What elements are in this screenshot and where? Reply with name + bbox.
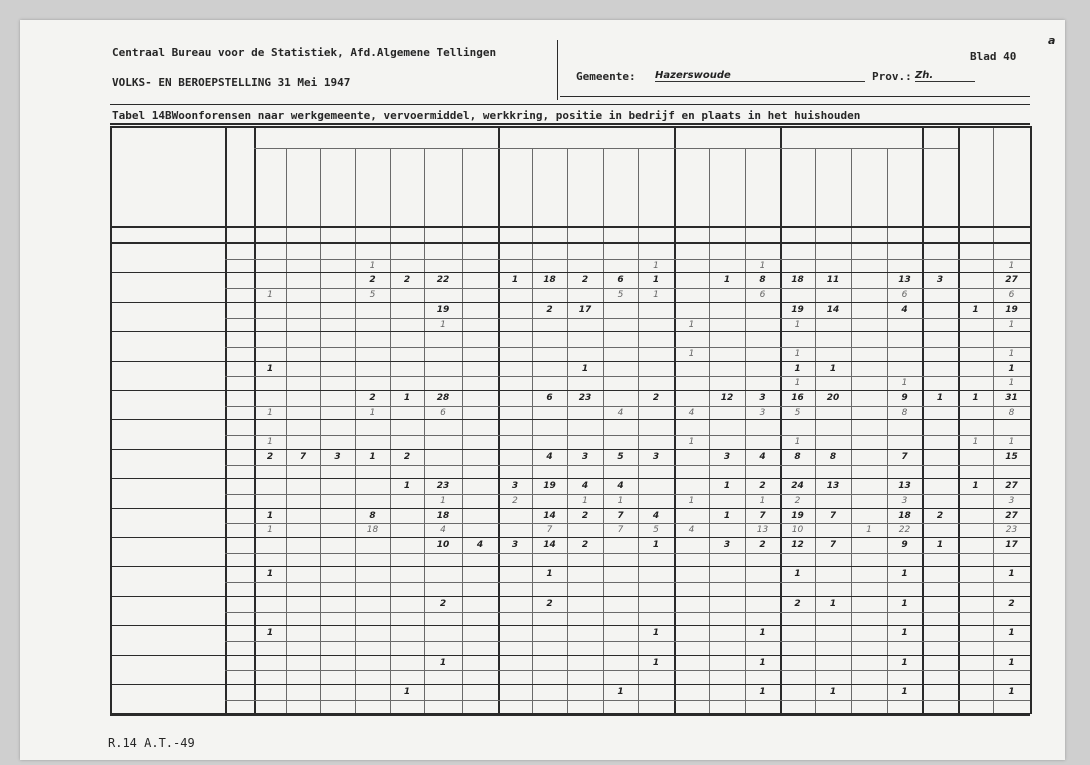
- table-cell: 1: [653, 290, 659, 301]
- column-rule: [709, 148, 710, 714]
- table-cell: 1: [267, 407, 273, 418]
- table-cell: 1: [266, 363, 274, 374]
- table-cell: 9: [901, 393, 908, 403]
- header-rule-bottom: [110, 226, 1030, 228]
- column-header-4: [289, 152, 317, 220]
- row-rule: [110, 478, 1030, 479]
- table-cell: 1: [794, 348, 801, 359]
- table-cell: 11: [826, 275, 840, 286]
- table-cell: 1: [723, 510, 731, 521]
- table-cell: 1: [1008, 437, 1015, 448]
- table-cell: 1: [369, 260, 376, 271]
- column-header-20: [854, 152, 884, 220]
- column-header-17: [748, 152, 777, 220]
- table-cell: 1: [759, 260, 766, 271]
- table-cell: 14: [826, 304, 840, 315]
- table-cell: 2: [652, 393, 660, 403]
- table-cell: 9: [901, 540, 908, 550]
- row-mid-rule: [225, 670, 1030, 671]
- table-cell: 4: [546, 451, 553, 462]
- table-cell: 13: [826, 481, 840, 492]
- column-rule: [1030, 126, 1032, 714]
- header-rule-top: [110, 126, 1030, 128]
- table-cell: 1: [688, 348, 695, 359]
- table-cell: 8: [759, 275, 766, 286]
- table-cell: 28: [436, 393, 450, 403]
- table-cell: 1: [1008, 628, 1015, 639]
- table-cell: 13: [756, 525, 769, 536]
- column-header-10: [501, 152, 529, 220]
- table-cell: 8: [369, 510, 376, 521]
- table-cell: 7: [829, 510, 837, 521]
- table-cell: 3: [511, 540, 519, 550]
- row-mid-rule: [225, 435, 1030, 436]
- table-cell: 8: [901, 407, 908, 418]
- column-header-13: [606, 152, 635, 220]
- table-cell: 1: [759, 687, 766, 697]
- column-rule: [567, 148, 568, 714]
- table-cell: 22: [436, 275, 450, 286]
- column-header-11: [535, 152, 564, 220]
- table-cell: 2: [759, 481, 766, 492]
- table-cell: 6: [1008, 290, 1015, 301]
- table-cell: 2: [1008, 598, 1015, 609]
- table-cell: 16: [791, 393, 804, 403]
- table-cell: 23: [1005, 525, 1018, 536]
- column-rule: [424, 148, 425, 714]
- row-mid-rule: [225, 641, 1030, 642]
- table-cell: 12: [720, 393, 734, 403]
- table-cell: 1: [688, 319, 695, 330]
- table-cell: 4: [617, 407, 624, 418]
- table-cell: 1: [652, 275, 660, 286]
- column-header-9: [465, 152, 495, 220]
- table-cell: 1: [267, 437, 273, 448]
- number-rule: [110, 242, 1030, 244]
- row-mid-rule: [225, 465, 1030, 466]
- column-rule: [355, 148, 356, 714]
- table-cell: 7: [901, 451, 908, 462]
- table-cell: 2: [512, 495, 518, 506]
- column-rule: [320, 148, 321, 714]
- table-cell: 1: [267, 525, 273, 536]
- table-cell: 1: [439, 657, 447, 668]
- table-cell: 2: [794, 598, 801, 609]
- table-cell: 2: [581, 275, 589, 286]
- table-cell: 2: [403, 275, 411, 286]
- row-rule: [110, 272, 1030, 273]
- table-cell: 18: [436, 510, 450, 521]
- table-cell: 2: [759, 540, 766, 550]
- table-cell: 1: [901, 378, 908, 389]
- row-rule: [110, 684, 1030, 685]
- table-cell: 1: [936, 393, 944, 403]
- table-cell: 3: [759, 393, 766, 403]
- table-cell: 6: [440, 407, 446, 418]
- table-cell: 1: [901, 657, 908, 668]
- table-cell: 3: [652, 451, 660, 462]
- table-cell: 7: [829, 540, 837, 550]
- row-rule: [110, 361, 1030, 362]
- table-cell: 1: [1008, 348, 1015, 359]
- table-cell: 1: [794, 363, 801, 374]
- row-mid-rule: [225, 553, 1030, 554]
- table-cell: 4: [901, 304, 908, 315]
- column-rule: [390, 148, 391, 714]
- column-rule: [851, 148, 852, 714]
- table-cell: 14: [543, 510, 556, 521]
- row-rule: [110, 508, 1030, 509]
- column-header-19: [818, 152, 848, 220]
- table-cell: 1: [652, 657, 660, 668]
- table-cell: 3: [759, 407, 766, 418]
- table-cell: 6: [546, 393, 553, 403]
- table-cell: 1: [901, 598, 908, 609]
- table-cell: 6: [617, 275, 624, 286]
- form-code: R.14 A.T.-49: [108, 736, 195, 750]
- table-cell: 3: [581, 451, 589, 462]
- table-cell: 1: [266, 628, 274, 639]
- table-cell: 4: [617, 481, 624, 492]
- row-mid-rule: [225, 700, 1030, 701]
- table-cell: 17: [578, 304, 592, 315]
- table-cell: 3: [334, 451, 341, 462]
- table-cell: 1: [1008, 378, 1015, 389]
- row-rule: [110, 566, 1030, 567]
- row-mid-rule: [225, 318, 1030, 319]
- table-cell: 1: [403, 481, 411, 492]
- row-mid-rule: [225, 582, 1030, 583]
- table-cell: 23: [578, 393, 592, 403]
- row-mid-rule: [225, 406, 1030, 407]
- table-cell: 4: [688, 407, 695, 418]
- table-cell: 13: [898, 275, 911, 286]
- row-mid-rule: [225, 523, 1030, 524]
- table-cell: 23: [436, 481, 450, 492]
- gemeente-label: Gemeente:: [576, 70, 636, 83]
- row-rule: [110, 390, 1030, 391]
- table-cell: 1: [369, 407, 376, 418]
- table-cell: 1: [972, 304, 979, 315]
- table-cell: 1: [440, 495, 446, 506]
- table-cell: 3: [511, 481, 519, 492]
- table-cell: 19: [543, 481, 556, 492]
- table-cell: 5: [794, 407, 801, 418]
- table-cell: 4: [652, 510, 660, 521]
- table-cell: 1: [829, 363, 837, 374]
- table-cell: 4: [688, 525, 695, 536]
- row-mid-rule: [225, 612, 1030, 613]
- column-rule: [603, 148, 604, 714]
- table-cell: 5: [653, 525, 659, 536]
- table-cell: 1: [829, 687, 837, 697]
- table-cell: 1: [1008, 363, 1015, 374]
- table-cell: 5: [617, 451, 624, 462]
- table-cell: 1: [901, 687, 908, 697]
- table-cell: 4: [759, 451, 766, 462]
- table-cell: 2: [369, 393, 376, 403]
- header-rule: [560, 96, 1030, 97]
- table-cell: 12: [791, 540, 804, 550]
- column-header-8: [427, 152, 459, 220]
- census-title: VOLKS- EN BEROEPSTELLING 31 Mei 1947: [112, 76, 351, 89]
- table-cell: 2: [439, 598, 447, 609]
- table-cell: 27: [1005, 510, 1018, 521]
- column-header-21: [890, 152, 919, 220]
- table-cell: 1: [1008, 569, 1015, 580]
- gemeente-value: Hazerswoude: [655, 70, 865, 82]
- table-cell: 18: [791, 275, 804, 286]
- column-rule: [532, 148, 533, 714]
- table-cell: 2: [581, 510, 589, 521]
- table-cell: 1: [688, 437, 695, 448]
- table-cell: 2: [369, 275, 376, 286]
- table-cell: 19: [791, 510, 804, 521]
- table-cell: 27: [1005, 275, 1018, 286]
- table-cell: 7: [759, 510, 766, 521]
- table-cell: 19: [791, 304, 804, 315]
- table-cell: 2: [546, 304, 553, 315]
- table-cell: 3: [723, 451, 731, 462]
- table-cell: 1: [759, 657, 766, 668]
- column-header-18: [783, 152, 812, 220]
- column-rule: [462, 148, 463, 714]
- table-cell: 2: [403, 451, 411, 462]
- table-cell: 1: [403, 393, 411, 403]
- table-cell: 8: [1008, 407, 1015, 418]
- table-cell: 8: [829, 451, 837, 462]
- table-cell: 15: [1005, 451, 1018, 462]
- table-cell: 18: [543, 275, 556, 286]
- table-cell: 10: [436, 540, 450, 550]
- table-cell: 1: [581, 363, 589, 374]
- row-rule: [110, 419, 1030, 420]
- blad-number: Blad 40: [970, 50, 1017, 63]
- column-rule: [815, 148, 816, 714]
- column-header-23: [961, 132, 990, 220]
- table-cell: 1: [829, 598, 837, 609]
- table-cell: 1: [723, 481, 731, 492]
- row-rule: [110, 655, 1030, 656]
- table-cell: 1: [266, 569, 274, 580]
- row-mid-rule: [225, 376, 1030, 377]
- table-cell: 4: [440, 525, 446, 536]
- table-cell: 1: [403, 687, 411, 697]
- header-divider: [557, 40, 558, 100]
- row-rule: [110, 625, 1030, 626]
- table-cell: 2: [581, 540, 589, 550]
- title-rule-top: [110, 104, 1030, 105]
- column-header-22: [925, 132, 955, 220]
- table-cell: 19: [1005, 304, 1018, 315]
- title-rule-bottom: [110, 123, 1030, 125]
- column-header-24: [996, 132, 1027, 220]
- table-cell: 1: [866, 525, 872, 536]
- column-header-14: [641, 152, 671, 220]
- table-cell: 1: [794, 378, 801, 389]
- column-header-5: [323, 152, 352, 220]
- table-cell: 1: [759, 495, 766, 506]
- table-cell: 18: [366, 525, 379, 536]
- row-mid-rule: [225, 494, 1030, 495]
- table-cell: 7: [299, 451, 307, 462]
- row-mid-rule: [225, 259, 1030, 260]
- row-rule: [110, 537, 1030, 538]
- column-header-12: [570, 152, 600, 220]
- table-cell: 1: [972, 393, 979, 403]
- row-rule: [110, 449, 1030, 450]
- table-cell: 1: [440, 319, 446, 330]
- table-cell: 2: [936, 510, 944, 521]
- column-rule: [286, 148, 287, 714]
- table-cell: 1: [1008, 687, 1015, 697]
- table-cell: 1: [582, 495, 588, 506]
- table-cell: 1: [617, 687, 624, 697]
- table-cell: 4: [581, 481, 589, 492]
- row-rule: [110, 302, 1030, 303]
- column-header-16: [712, 152, 742, 220]
- table-cell: 1: [794, 569, 801, 580]
- table-cell: 18: [898, 510, 911, 521]
- table-cell: 1: [901, 569, 908, 580]
- row-mid-rule: [225, 288, 1030, 289]
- table-cell: 1: [1008, 657, 1015, 668]
- table-cell: 10: [791, 525, 804, 536]
- prov-label: Prov.:: [872, 70, 912, 83]
- row-mid-rule: [225, 347, 1030, 348]
- table-cell: 5: [369, 290, 376, 301]
- table-cell: 1: [901, 628, 908, 639]
- table-cell: 1: [794, 437, 801, 448]
- column-header-7: [393, 152, 421, 220]
- table-cell: 1: [652, 628, 660, 639]
- table-cell: 24: [791, 481, 804, 492]
- table-cell: 1: [1008, 319, 1015, 330]
- column-header-2: [228, 132, 251, 220]
- table-cell: 27: [1005, 481, 1018, 492]
- bureau-title: Centraal Bureau voor de Statistiek, Afd.Algemene Tellingen: [112, 46, 497, 59]
- table-cell: 7: [617, 510, 624, 521]
- table-bottom-rule: [110, 714, 1030, 716]
- census-form-sheet: [20, 20, 1065, 760]
- table-cell: 14: [543, 540, 556, 550]
- table-cell: 1: [723, 275, 731, 286]
- table-cell: 1: [511, 275, 519, 286]
- table-cell: 1: [794, 319, 801, 330]
- table-cell: 1: [972, 437, 979, 448]
- column-header-6: [358, 152, 387, 220]
- corner-mark: a: [1048, 34, 1056, 47]
- table-cell: 2: [266, 451, 274, 462]
- table-cell: 5: [617, 290, 624, 301]
- table-cell: 8: [794, 451, 801, 462]
- row-rule: [110, 596, 1030, 597]
- table-cell: 31: [1005, 393, 1018, 403]
- table-cell: 1: [369, 451, 376, 462]
- table-cell: 7: [617, 525, 624, 536]
- column-header-15: [677, 152, 706, 220]
- table-cell: 13: [898, 481, 911, 492]
- table-cell: 1: [267, 290, 273, 301]
- table-cell: 2: [794, 495, 801, 506]
- table-cell: 1: [653, 260, 659, 271]
- row-rule: [110, 331, 1030, 332]
- table-cell: 1: [266, 510, 274, 521]
- table-cell: 4: [476, 540, 484, 550]
- table-cell: 1: [652, 540, 660, 550]
- table-cell: 1: [936, 540, 944, 550]
- table-cell: 22: [898, 525, 911, 536]
- table-title: Tabel 14BWoonforensen naar werkgemeente, vervoermiddel, werkkring, positie in bedrijf en plaats in het huishouden: [112, 109, 861, 122]
- table-cell: 1: [688, 495, 695, 506]
- table-cell: 6: [759, 290, 766, 301]
- prov-value: Zh.: [915, 70, 975, 82]
- table-cell: 3: [901, 495, 908, 506]
- table-cell: 7: [546, 525, 553, 536]
- table-cell: 1: [546, 569, 553, 580]
- column-header-3: [257, 152, 283, 220]
- table-cell: 1: [1008, 260, 1015, 271]
- table-cell: 3: [1008, 495, 1015, 506]
- table-cell: 17: [1005, 540, 1018, 550]
- table-cell: 20: [826, 393, 840, 403]
- table-cell: 1: [759, 628, 766, 639]
- table-cell: 1: [617, 495, 624, 506]
- table-cell: 19: [436, 304, 450, 315]
- group-rule: [254, 148, 958, 149]
- table-cell: 6: [901, 290, 908, 301]
- table-cell: 1: [972, 481, 979, 492]
- table-cell: 2: [546, 598, 553, 609]
- table-cell: 3: [723, 540, 731, 550]
- table-cell: 3: [936, 275, 944, 286]
